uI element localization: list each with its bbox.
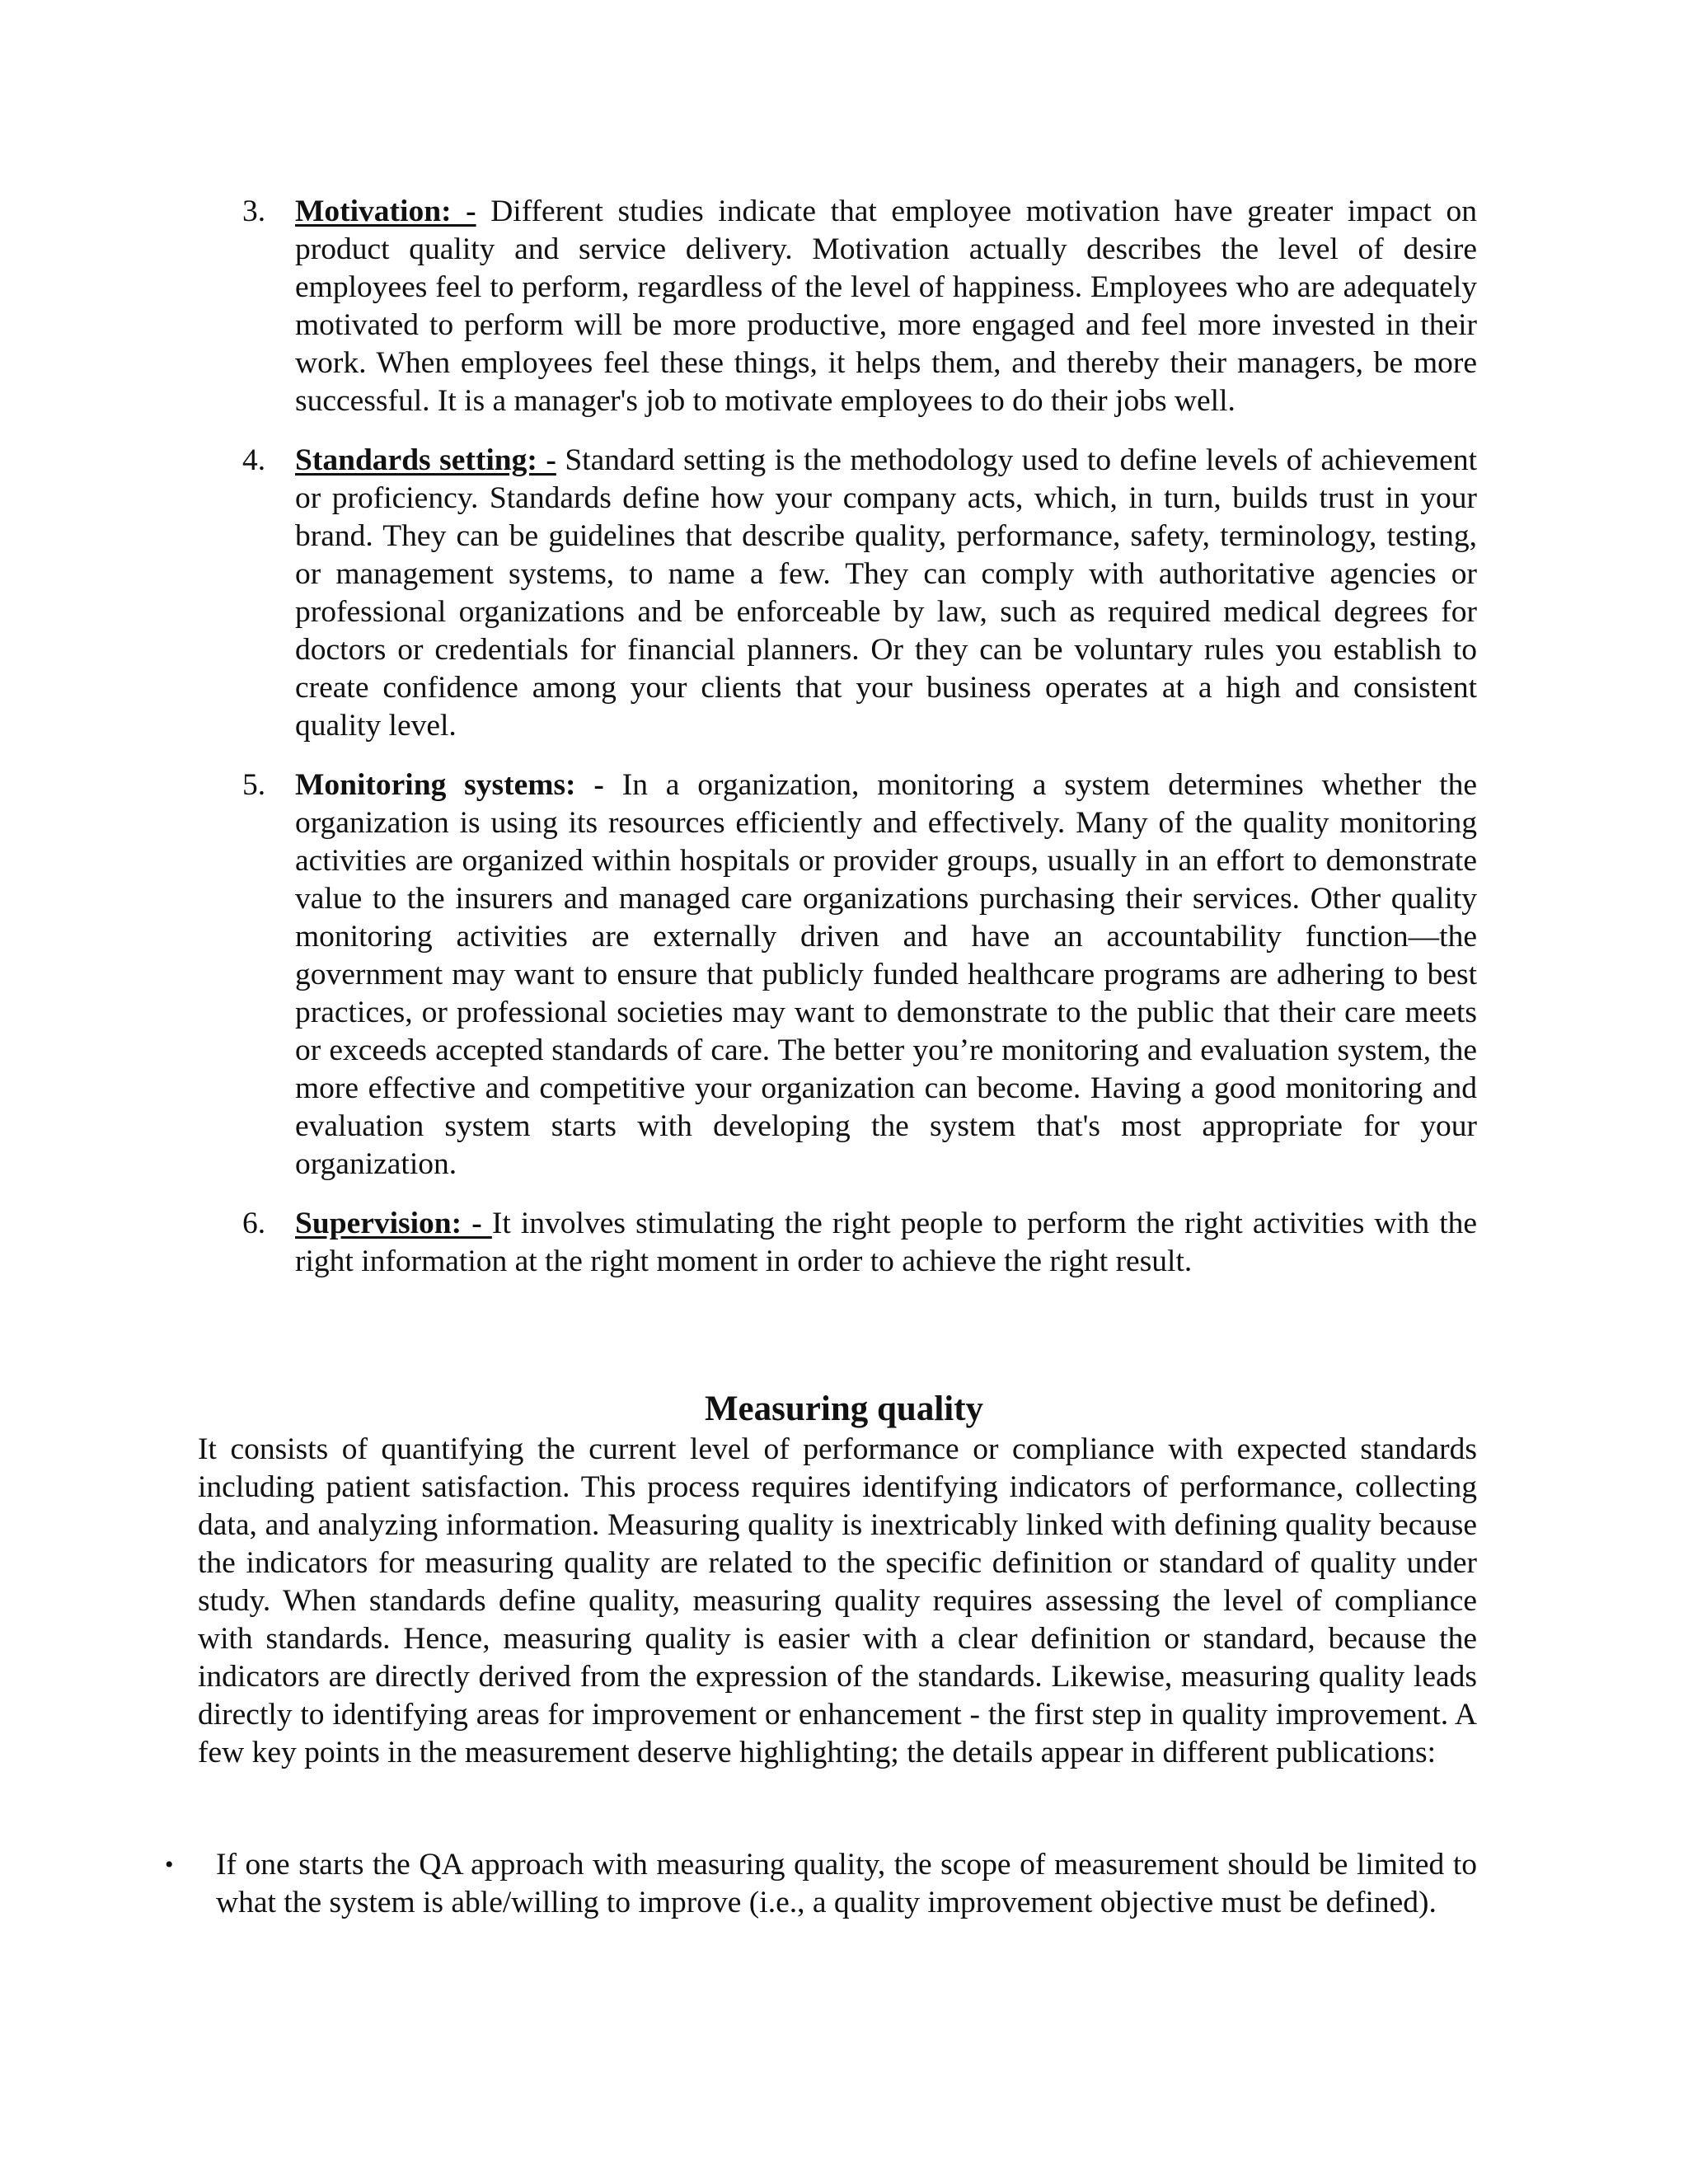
item-text: Standard setting is the methodology used to define levels of achievement or proficiency. Standards define how your company acts, which, in turn, builds trust in your brand. They can be guidelines that describe quality, performance, safety, terminology, testing, or management systems, to name a few. They can comply with authoritative agencies or professional organizations and be enforceable by law, such as required medical degrees for doctors or credentials for financial planners. Or they can be voluntary rules you establish to create confidence among your clients that your business operates at a high and consistent quality level. — [295, 443, 1477, 743]
item-text: In a organization, monitoring a system determines whether the organization is using its resources efficiently and effectively. Many of the quality monitoring activities are organized within hospitals or provider groups, usually in an effort to demonstrate value to the insurers and managed care organizations purchasing their services. Other quality monitoring activities are externally driven and have an accountability function—the government may want to ensure that publicly funded healthcare programs are adhering to best practices, or professional societies may want to demonstrate to the public that their care meets or exceeds accepted standards of care. The better you’re monitoring and evaluation system, the more effective and competitive your organization can become. Having a good monitoring and evaluation system starts with developing the system that's most appropriate for your organization. — [295, 768, 1477, 1181]
item-heading: Motivation: - — [295, 194, 476, 228]
bullet-item — [165, 1846, 1477, 1922]
list-item-motivation — [198, 193, 1477, 420]
list-number: 3. — [242, 194, 266, 228]
section-paragraph: It consists of quantifying the current level of performance or compliance with expected standards including patient satisfaction. This process requires identifying indicators of performance, collecting data, and analyzing information. Measuring quality is inextricably linked with defining quality because the indicators for measuring quality are related to the specific definition or standard of quality under study. When standards define quality, measuring quality requires assessing the level of compliance with standards. Hence, measuring quality is easier with a clear definition or standard, because the indicators are directly derived from the expression of the standards. Likewise, measuring quality leads directly to identifying areas for improvement or enhancement - the first step in quality improvement. A few key points in the measurement deserve highlighting; the details appear in different publications: — [198, 1432, 1477, 1769]
list-number: 4. — [242, 443, 266, 477]
bullet-list — [165, 1846, 1477, 1922]
item-heading: Supervision: - — [295, 1207, 492, 1240]
list-item-standards-setting — [198, 442, 1477, 745]
numbered-list — [198, 193, 1477, 1302]
list-number: 6. — [242, 1207, 266, 1240]
list-item-supervision — [198, 1205, 1477, 1281]
list-number: 5. — [242, 768, 266, 802]
section-title: Measuring quality — [704, 1390, 984, 1428]
bullet-icon: • — [165, 1851, 174, 1878]
item-heading: Standards setting: - — [295, 443, 556, 477]
item-text: Different studies indicate that employee motivation have greater impact on product quality and service delivery. Motivation actually describes the level of desire employees feel to perform, regardless of the level of happiness. Employees who are adequately motivated to perform will be more productive, more engaged and feel more invested in their work. When employees feel these things, it helps them, and thereby their managers, be more successful. It is a manager's job to motivate employees to do their jobs well. — [295, 194, 1477, 418]
item-text: It involves stimulating the right people to perform the right activities with the right information at the right moment in order to achieve the right result. — [295, 1207, 1478, 1278]
item-heading: Monitoring systems: - — [295, 768, 604, 802]
list-item-monitoring-systems — [198, 766, 1477, 1183]
bullet-text: If one starts the QA approach with measuring quality, the scope of measurement should be limited to what the system is able/willing to improve (i.e., a quality improvement objective must be defined). — [216, 1848, 1477, 1919]
